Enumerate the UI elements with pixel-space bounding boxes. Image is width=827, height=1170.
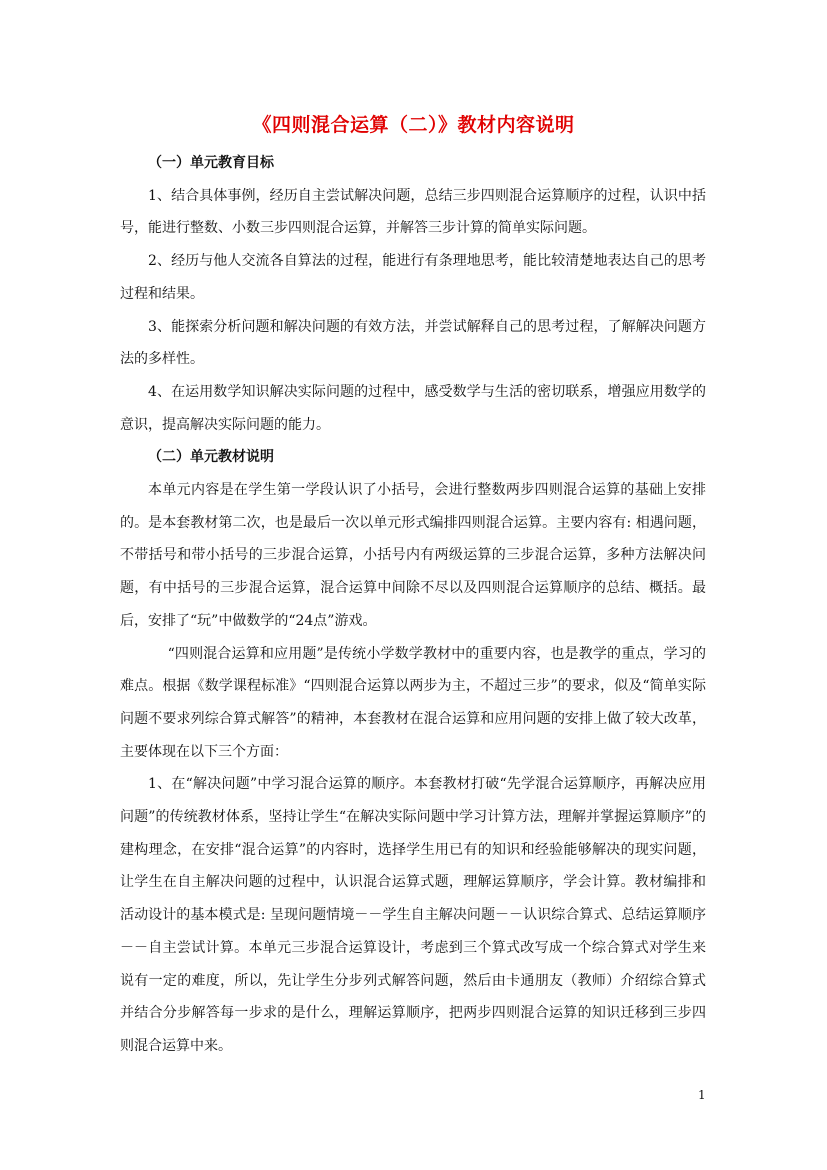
document-body <box>120 147 706 1063</box>
materials-paragraph-1: 本单元内容是在学生第一学段认识了小括号，会进行整数两步四则混合运算的基础上安排的。是本套教材第二次，也是最后一次以单元形式编排四则混合运算。主要内容有: 相遇问题，不带括号和带小括号的三步混合运算，小括号内有两级运算的三步混合运算，多种方法解决问题，有中括号的三步混合运算，混合运算中间除不尽以及四则混合运算顺序的总结、概括。最后，安排了“玩”中做数学的“24点”游戏。 <box>120 482 706 629</box>
materials-paragraph-3: 1、在“解决问题”中学习混合运算的顺序。本套教材打破“先学混合运算顺序，再解决应用问题”的传统教材体系，坚持让学生“在解决实际问题中学习计算方法，理解并掌握运算顺序”的建构理念，在安排“混合运算”的内容时，选择学生用已有的知识和经验能够解决的现实问题，让学生在自主解决问题的过程中，认识混合运算式题，理解运算顺序，学会计算。教材编排和活动设计的基本模式是: 呈现问题情境－－学生自主解决问题－－认识综合算式、总结运算顺序－－自主尝试计算。本单元三步混合运算设计，考虑到三个算式改写成一个综合算式对学生来说有一定的难度，所以，先让学生分步列式解答问题，然后由卡通朋友（教师）介绍综合算式并结合分步解答每一步求的是什么，理解运算顺序，把两步四则混合运算的知识迁移到三步四则混合运算中来。 <box>120 776 706 1054</box>
goal-paragraph-1: 1、结合具体事例，经历自主尝试解决问题，总结三步四则混合运算顺序的过程，认识中括号，能进行整数、小数三步四则混合运算，并解答三步计算的简单实际问题。 <box>120 187 706 237</box>
section-heading-goals: （一）单元教育目标 <box>148 155 274 171</box>
goal-paragraph-3: 3、能探索分析问题和解决问题的有效方法，并尝试解释自己的思考过程，了解解决问题方法的多样性。 <box>120 318 706 368</box>
materials-paragraph-2: “四则混合运算和应用题”是传统小学数学教材中的重要内容，也是教学的重点，学习的难点。根据《数学课程标准》“四则混合运算以两步为主，不超过三步”的要求，似及“简单实际问题不要求列综合算式解答”的精神，本套教材在混合运算和应用问题的安排上做了较大改革，主要体现在以下三个方面： <box>120 645 706 760</box>
goal-paragraph-2: 2、经历与他人交流各自算法的过程，能进行有条理地思考，能比较清楚地表达自己的思考过程和结果。 <box>120 253 706 302</box>
goal-paragraph-4: 4、在运用数学知识解决实际问题的过程中，感受数学与生活的密切联系，增强应用数学的意识，提高解决实际问题的能力。 <box>120 383 706 433</box>
page-number: 1 <box>698 1088 706 1102</box>
document-title: 《四则混合运算（二）》教材内容说明 <box>252 114 575 136</box>
section-heading-materials: （二）单元教材说明 <box>148 449 274 466</box>
